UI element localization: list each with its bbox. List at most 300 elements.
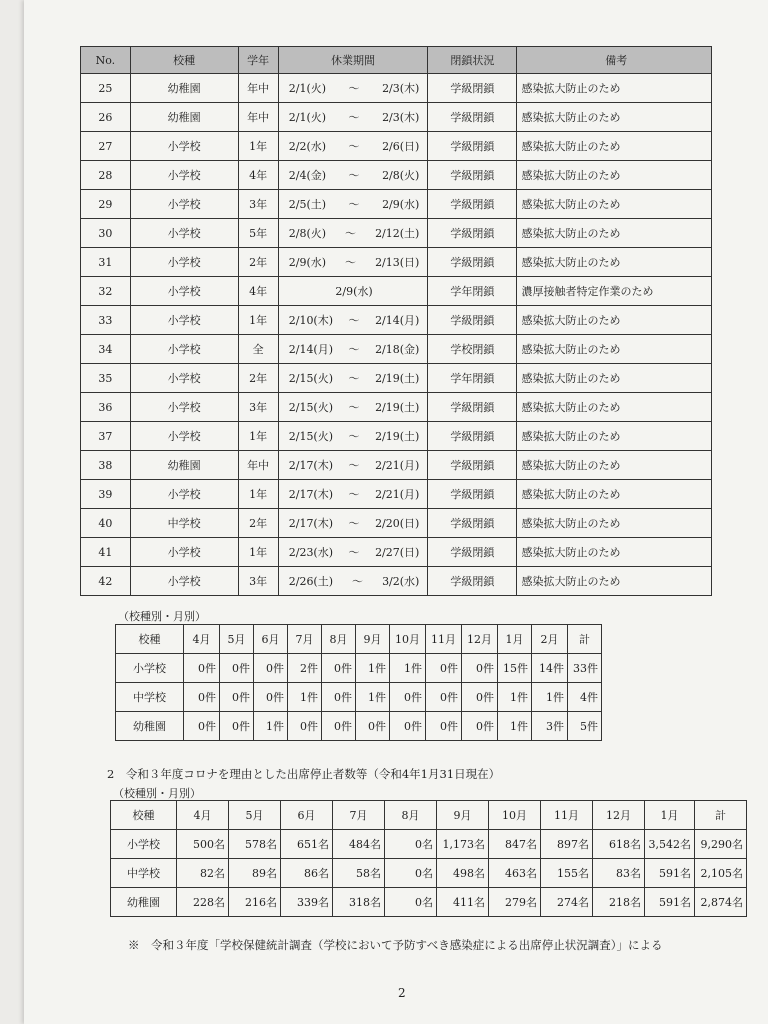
row-closure-status: 学級閉鎖 — [428, 103, 517, 132]
row-value: 498名 — [437, 859, 489, 888]
row-no: 33 — [81, 306, 131, 335]
header-cell: 7月 — [333, 801, 385, 830]
period-tilde: ～ — [348, 372, 360, 385]
row-value: 0件 — [220, 712, 254, 741]
row-value: 274名 — [541, 888, 593, 917]
row-value: 1件 — [498, 683, 532, 712]
row-grade: 3年 — [238, 567, 278, 596]
header-cell: 2月 — [532, 625, 568, 654]
row-closure-period — [278, 248, 428, 277]
period-start: 2/17(木) — [288, 517, 334, 530]
row-closure-period — [278, 161, 428, 190]
period-wrapper — [279, 225, 428, 241]
row-grade: 5年 — [238, 219, 278, 248]
period-tilde: ～ — [348, 517, 360, 530]
period-end: 2/20(日) — [375, 517, 420, 530]
period-start: 2/17(木) — [288, 459, 334, 472]
period-tilde: ～ — [348, 314, 360, 327]
period-wrapper — [279, 283, 428, 299]
period-start: 2/26(土) — [288, 575, 334, 588]
table-row — [81, 219, 712, 248]
period-start: 2/2(水) — [288, 140, 327, 153]
row-value: 279名 — [489, 888, 541, 917]
row-closure-status: 学級閉鎖 — [428, 451, 517, 480]
row-value: 0件 — [322, 712, 356, 741]
row-remarks: 感染拡大防止のため — [517, 219, 712, 248]
period-tilde: ～ — [348, 198, 360, 211]
row-grade: 2年 — [238, 509, 278, 538]
monthly-closure-table — [115, 624, 602, 741]
period-tilde: ～ — [352, 575, 364, 588]
period-end: 2/9(水) — [382, 198, 420, 211]
table-row — [81, 132, 712, 161]
period-wrapper — [279, 544, 428, 560]
row-remarks: 感染拡大防止のため — [517, 364, 712, 393]
row-value: 2,874名 — [695, 888, 747, 917]
header-cell: 6月 — [254, 625, 288, 654]
row-closure-status: 学級閉鎖 — [428, 480, 517, 509]
row-school-type: 小学校 — [130, 306, 238, 335]
absence-body — [111, 830, 747, 917]
period-start: 2/8(火) — [288, 227, 327, 240]
row-closure-period — [278, 277, 428, 306]
row-closure-period — [278, 451, 428, 480]
row-grade: 2年 — [238, 248, 278, 277]
table-row — [116, 654, 602, 683]
header-cell: 9月 — [437, 801, 489, 830]
row-closure-status: 学級閉鎖 — [428, 248, 517, 277]
header-cell: 1月 — [645, 801, 695, 830]
header-cell: 計 — [568, 625, 602, 654]
row-closure-period — [278, 103, 428, 132]
row-value: 58名 — [333, 859, 385, 888]
header-cell: 9月 — [356, 625, 390, 654]
closure-table — [80, 46, 712, 596]
row-school-type: 小学校 — [130, 277, 238, 306]
row-school-type: 小学校 — [130, 132, 238, 161]
row-closure-period — [278, 422, 428, 451]
section-2-title: 2 令和３年度コロナを理由とした出席停止者数等（令和4年1月31日現在） — [107, 767, 501, 781]
header-cell: 8月 — [322, 625, 356, 654]
row-value: 463名 — [489, 859, 541, 888]
period-wrapper — [279, 254, 428, 270]
row-value: 1件 — [254, 712, 288, 741]
header-cell: 10月 — [390, 625, 426, 654]
row-value: 0件 — [390, 712, 426, 741]
row-value: 0件 — [426, 654, 462, 683]
row-value: 33件 — [568, 654, 602, 683]
row-grade: 1年 — [238, 538, 278, 567]
row-school-type: 幼稚園 — [130, 74, 238, 103]
row-value: 1,173名 — [437, 830, 489, 859]
period-start: 2/5(土) — [288, 198, 327, 211]
row-value: 1件 — [288, 683, 322, 712]
row-closure-status: 学級閉鎖 — [428, 509, 517, 538]
period-start: 2/15(火) — [288, 401, 334, 414]
row-closure-period — [278, 364, 428, 393]
table-row — [81, 190, 712, 219]
period-start: 2/1(火) — [288, 82, 327, 95]
row-school-type: 小学校 — [130, 538, 238, 567]
row-remarks: 感染拡大防止のため — [517, 161, 712, 190]
table-row — [81, 451, 712, 480]
row-no: 26 — [81, 103, 131, 132]
row-closure-status: 学校閉鎖 — [428, 335, 517, 364]
row-value: 339名 — [281, 888, 333, 917]
period-wrapper — [279, 515, 428, 531]
row-value: 847名 — [489, 830, 541, 859]
header-cell: 12月 — [593, 801, 645, 830]
absence-header — [111, 801, 747, 830]
period-end: 2/6(日) — [382, 140, 420, 153]
header-cell: 4月 — [184, 625, 220, 654]
period-wrapper — [279, 138, 428, 154]
header-cell: 11月 — [541, 801, 593, 830]
table-row — [81, 364, 712, 393]
row-closure-status: 学級閉鎖 — [428, 538, 517, 567]
row-grade: 1年 — [238, 480, 278, 509]
row-no: 35 — [81, 364, 131, 393]
row-value: 578名 — [229, 830, 281, 859]
row-value: 0名 — [385, 830, 437, 859]
period-start: 2/1(火) — [288, 111, 327, 124]
period-start: 2/17(木) — [288, 488, 334, 501]
period-tilde: ～ — [348, 82, 360, 95]
header-cell: 5月 — [220, 625, 254, 654]
row-closure-period — [278, 74, 428, 103]
row-value: 1件 — [498, 712, 532, 741]
row-value: 651名 — [281, 830, 333, 859]
row-value: 0件 — [220, 683, 254, 712]
row-value: 5件 — [568, 712, 602, 741]
header-cell: 10月 — [489, 801, 541, 830]
row-no: 36 — [81, 393, 131, 422]
period-wrapper — [279, 109, 428, 125]
table-row — [81, 74, 712, 103]
monthly-closure-caption: （校種別・月別） — [118, 610, 206, 623]
header-cell: 1月 — [498, 625, 532, 654]
closure-table-header — [81, 47, 712, 74]
row-value: 218名 — [593, 888, 645, 917]
period-end: 2/12(土) — [375, 227, 420, 240]
period-end: 2/19(土) — [375, 372, 420, 385]
period-tilde: ～ — [348, 488, 360, 501]
row-closure-status: 学級閉鎖 — [428, 190, 517, 219]
row-value: 0件 — [220, 654, 254, 683]
row-closure-period — [278, 132, 428, 161]
row-value: 86名 — [281, 859, 333, 888]
row-value: 1件 — [532, 683, 568, 712]
row-value: 3件 — [532, 712, 568, 741]
row-value: 0件 — [462, 683, 498, 712]
period-tilde: ～ — [348, 343, 360, 356]
row-remarks: 感染拡大防止のため — [517, 422, 712, 451]
row-value: 155名 — [541, 859, 593, 888]
row-remarks: 感染拡大防止のため — [517, 190, 712, 219]
row-closure-period — [278, 306, 428, 335]
header-cell: 校種 — [111, 801, 177, 830]
page-number: 2 — [398, 986, 406, 1000]
row-no: 27 — [81, 132, 131, 161]
row-school-type: 小学校 — [130, 219, 238, 248]
row-value: 0件 — [390, 683, 426, 712]
row-value: 4件 — [568, 683, 602, 712]
period-end: 2/27(日) — [375, 546, 420, 559]
period-start: 2/15(火) — [288, 430, 334, 443]
header-school-type: 校種 — [130, 47, 238, 74]
row-value: 0件 — [462, 654, 498, 683]
period-start: 2/23(水) — [288, 546, 334, 559]
row-no: 37 — [81, 422, 131, 451]
row-grade: 3年 — [238, 190, 278, 219]
table-row — [81, 422, 712, 451]
period-tilde: ～ — [345, 227, 357, 240]
table-row — [81, 567, 712, 596]
header-cell: 4月 — [177, 801, 229, 830]
header-cell: 12月 — [462, 625, 498, 654]
row-value: 83名 — [593, 859, 645, 888]
row-no: 25 — [81, 74, 131, 103]
period-date: 2/9(水) — [335, 285, 373, 298]
row-grade: 年中 — [238, 74, 278, 103]
period-end: 2/13(日) — [375, 256, 420, 269]
row-value: 9,290名 — [695, 830, 747, 859]
table-row — [81, 161, 712, 190]
row-closure-status: 学級閉鎖 — [428, 422, 517, 451]
row-value: 0件 — [254, 683, 288, 712]
table-row — [81, 480, 712, 509]
row-no: 32 — [81, 277, 131, 306]
period-start: 2/4(金) — [288, 169, 327, 182]
period-tilde: ～ — [348, 111, 360, 124]
period-wrapper — [279, 486, 428, 502]
period-start: 2/9(水) — [288, 256, 327, 269]
row-school-type: 小学校 — [130, 190, 238, 219]
period-tilde: ～ — [348, 459, 360, 472]
period-wrapper — [279, 399, 428, 415]
row-no: 34 — [81, 335, 131, 364]
row-remarks: 感染拡大防止のため — [517, 248, 712, 277]
row-value: 1件 — [356, 683, 390, 712]
period-start: 2/15(火) — [288, 372, 334, 385]
row-value: 216名 — [229, 888, 281, 917]
row-value: 0件 — [426, 712, 462, 741]
row-no: 40 — [81, 509, 131, 538]
row-grade: 4年 — [238, 161, 278, 190]
period-wrapper — [279, 80, 428, 96]
row-value: 0件 — [254, 654, 288, 683]
row-closure-status: 学級閉鎖 — [428, 306, 517, 335]
header-cell: 校種 — [116, 625, 184, 654]
row-value: 0件 — [322, 654, 356, 683]
row-school-type: 小学校 — [130, 393, 238, 422]
row-value: 89名 — [229, 859, 281, 888]
row-value: 318名 — [333, 888, 385, 917]
row-remarks: 感染拡大防止のため — [517, 567, 712, 596]
row-closure-status: 学級閉鎖 — [428, 219, 517, 248]
row-closure-period — [278, 219, 428, 248]
period-tilde: ～ — [348, 401, 360, 414]
row-value: 2件 — [288, 654, 322, 683]
table-row — [116, 712, 602, 741]
table-row — [81, 306, 712, 335]
row-school-type: 小学校 — [111, 830, 177, 859]
row-grade: 1年 — [238, 132, 278, 161]
row-value: 0件 — [356, 712, 390, 741]
row-remarks: 感染拡大防止のため — [517, 509, 712, 538]
period-end: 3/2(水) — [382, 575, 420, 588]
row-grade: 1年 — [238, 306, 278, 335]
header-cell: 11月 — [426, 625, 462, 654]
period-end: 2/19(土) — [375, 430, 420, 443]
closure-table-body — [81, 74, 712, 596]
row-school-type: 小学校 — [116, 654, 184, 683]
row-value: 484名 — [333, 830, 385, 859]
row-school-type: 幼稚園 — [130, 103, 238, 132]
row-grade: 全 — [238, 335, 278, 364]
period-end: 2/21(月) — [375, 459, 420, 472]
period-wrapper — [279, 573, 428, 589]
row-no: 39 — [81, 480, 131, 509]
row-closure-period — [278, 190, 428, 219]
row-no: 31 — [81, 248, 131, 277]
row-school-type: 幼稚園 — [130, 451, 238, 480]
header-closure-status: 閉鎖状況 — [428, 47, 517, 74]
row-value: 411名 — [437, 888, 489, 917]
row-remarks: 感染拡大防止のため — [517, 335, 712, 364]
row-no: 38 — [81, 451, 131, 480]
row-remarks: 感染拡大防止のため — [517, 132, 712, 161]
row-no: 30 — [81, 219, 131, 248]
period-tilde: ～ — [348, 140, 360, 153]
header-no: No. — [81, 47, 131, 74]
table-row — [111, 888, 747, 917]
period-wrapper — [279, 341, 428, 357]
table-row — [81, 277, 712, 306]
period-end: 2/18(金) — [375, 343, 420, 356]
row-value: 3,542名 — [645, 830, 695, 859]
row-school-type: 小学校 — [130, 480, 238, 509]
row-school-type: 幼稚園 — [111, 888, 177, 917]
row-remarks: 感染拡大防止のため — [517, 74, 712, 103]
period-end: 2/19(土) — [375, 401, 420, 414]
row-value: 0件 — [184, 654, 220, 683]
row-value: 618名 — [593, 830, 645, 859]
row-grade: 1年 — [238, 422, 278, 451]
row-closure-status: 学級閉鎖 — [428, 567, 517, 596]
header-cell: 6月 — [281, 801, 333, 830]
row-closure-period — [278, 509, 428, 538]
row-value: 500名 — [177, 830, 229, 859]
row-closure-status: 学級閉鎖 — [428, 132, 517, 161]
header-closure-period: 休業期間 — [278, 47, 428, 74]
row-closure-period — [278, 335, 428, 364]
row-remarks: 感染拡大防止のため — [517, 393, 712, 422]
row-remarks: 感染拡大防止のため — [517, 103, 712, 132]
table-row — [81, 509, 712, 538]
row-school-type: 幼稚園 — [116, 712, 184, 741]
row-remarks: 感染拡大防止のため — [517, 451, 712, 480]
row-closure-status: 学級閉鎖 — [428, 74, 517, 103]
period-start: 2/14(月) — [288, 343, 334, 356]
row-value: 0件 — [426, 683, 462, 712]
row-closure-period — [278, 567, 428, 596]
period-end: 2/8(火) — [382, 169, 420, 182]
absence-caption: （校種別・月別） — [113, 787, 201, 800]
row-value: 1件 — [356, 654, 390, 683]
row-value: 1件 — [390, 654, 426, 683]
row-value: 2,105名 — [695, 859, 747, 888]
row-closure-status: 学級閉鎖 — [428, 161, 517, 190]
row-closure-status: 学年閉鎖 — [428, 277, 517, 306]
row-school-type: 小学校 — [130, 248, 238, 277]
header-cell: 計 — [695, 801, 747, 830]
row-value: 0名 — [385, 888, 437, 917]
table-row — [81, 103, 712, 132]
period-end: 2/3(木) — [382, 82, 420, 95]
row-school-type: 中学校 — [130, 509, 238, 538]
period-start: 2/10(木) — [288, 314, 334, 327]
header-cell: 8月 — [385, 801, 437, 830]
row-grade: 年中 — [238, 103, 278, 132]
row-grade: 2年 — [238, 364, 278, 393]
row-closure-status: 学級閉鎖 — [428, 393, 517, 422]
row-school-type: 小学校 — [130, 335, 238, 364]
header-grade: 学年 — [238, 47, 278, 74]
row-value: 15件 — [498, 654, 532, 683]
period-end: 2/21(月) — [375, 488, 420, 501]
row-value: 897名 — [541, 830, 593, 859]
row-value: 591名 — [645, 888, 695, 917]
row-school-type: 小学校 — [130, 567, 238, 596]
row-closure-period — [278, 480, 428, 509]
row-school-type: 小学校 — [130, 364, 238, 393]
header-remarks: 備考 — [517, 47, 712, 74]
period-end: 2/14(月) — [375, 314, 420, 327]
table-row — [81, 393, 712, 422]
period-end: 2/3(木) — [382, 111, 420, 124]
header-cell: 7月 — [288, 625, 322, 654]
row-remarks: 感染拡大防止のため — [517, 306, 712, 335]
row-closure-period — [278, 393, 428, 422]
table-row — [111, 859, 747, 888]
monthly-closure-body — [116, 654, 602, 741]
period-wrapper — [279, 428, 428, 444]
row-value: 82名 — [177, 859, 229, 888]
row-value: 0件 — [322, 683, 356, 712]
row-closure-status: 学年閉鎖 — [428, 364, 517, 393]
absence-table — [110, 800, 747, 917]
period-tilde: ～ — [345, 256, 357, 269]
row-grade: 4年 — [238, 277, 278, 306]
table-row — [116, 683, 602, 712]
row-value: 228名 — [177, 888, 229, 917]
row-value: 0件 — [184, 683, 220, 712]
row-school-type: 中学校 — [116, 683, 184, 712]
row-remarks: 感染拡大防止のため — [517, 480, 712, 509]
row-no: 41 — [81, 538, 131, 567]
row-value: 14件 — [532, 654, 568, 683]
row-no: 28 — [81, 161, 131, 190]
period-wrapper — [279, 196, 428, 212]
row-value: 0件 — [462, 712, 498, 741]
row-value: 0名 — [385, 859, 437, 888]
row-school-type: 小学校 — [130, 422, 238, 451]
table-row — [111, 830, 747, 859]
period-tilde: ～ — [348, 430, 360, 443]
row-closure-period — [278, 538, 428, 567]
row-no: 42 — [81, 567, 131, 596]
